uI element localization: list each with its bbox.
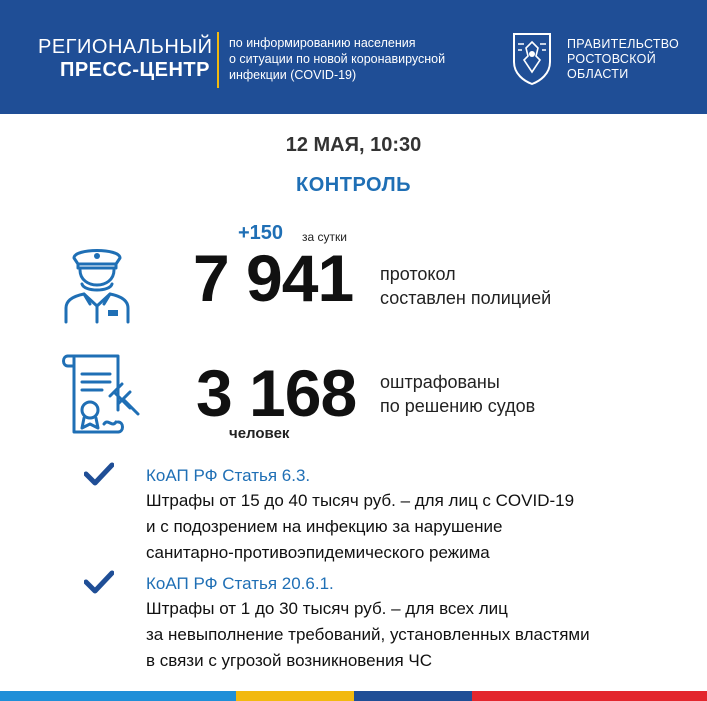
checkmark-icon [84, 462, 114, 486]
coat-of-arms-icon [510, 30, 554, 86]
court-document-gavel-icon [58, 352, 142, 440]
police-officer-icon [60, 240, 134, 324]
header-subtitle [229, 35, 489, 83]
footer-stripe-segment [472, 691, 707, 701]
brand-line-2: ПРЕСС-ЦЕНТР [59, 59, 210, 81]
gov-line: ПРАВИТЕЛЬСТВО [567, 37, 680, 51]
law-line: Штрафы от 1 до 30 тысяч руб. – для всех лиц [146, 599, 508, 618]
subtitle-line: о ситуации по новой коронавирусной [229, 52, 446, 66]
brand-block [38, 36, 213, 82]
gov-line: ОБЛАСТИ [567, 67, 629, 81]
header-divider [217, 32, 219, 88]
footer-stripe-segment [0, 691, 236, 701]
fined-count: 3 168 [196, 356, 357, 430]
description-line: по решению судов [380, 396, 536, 416]
footer-stripe-segment [236, 691, 354, 701]
fined-unit: человек [229, 425, 290, 442]
law-line: и с подозрением на инфекцию за нарушение [146, 517, 503, 536]
law-line: санитарно-противоэпидемического режима [146, 543, 490, 562]
law-line: Штрафы от 15 до 40 тысяч руб. – для лиц с COVID-19 [146, 491, 575, 510]
footer-stripe [0, 691, 707, 701]
description-line: составлен полицией [380, 288, 552, 308]
gov-line: РОСТОВСКОЙ [567, 52, 656, 66]
report-date: 12 МАЯ, 10:30 [285, 134, 422, 156]
government-label [567, 37, 679, 82]
brand-line-1: РЕГИОНАЛЬНЫЙ [38, 36, 213, 58]
protocols-count: 7 941 [193, 241, 354, 315]
description-line: протокол [380, 264, 456, 284]
law-title: КоАП РФ Статья 20.6.1. [146, 574, 334, 593]
subtitle-line: инфекции (COVID-19) [229, 68, 357, 82]
footer-stripe-segment [354, 691, 472, 701]
header-banner [0, 0, 707, 114]
section-title: КОНТРОЛЬ [296, 174, 411, 196]
law-line: за невыполнение требований, установленных властями [146, 625, 590, 644]
fined-description [380, 370, 535, 418]
protocols-description [380, 262, 551, 310]
checkmark-icon [84, 570, 114, 594]
daily-increase: +150 [238, 222, 284, 244]
law-title: КоАП РФ Статья 6.3. [146, 466, 311, 485]
law-text [146, 596, 686, 674]
description-line: оштрафованы [380, 372, 500, 392]
law-text [146, 488, 686, 566]
daily-increase-note: за сутки [302, 230, 347, 244]
law-line: в связи с угрозой возникновения ЧС [146, 651, 433, 670]
subtitle-line: по информированию населения [229, 36, 416, 50]
